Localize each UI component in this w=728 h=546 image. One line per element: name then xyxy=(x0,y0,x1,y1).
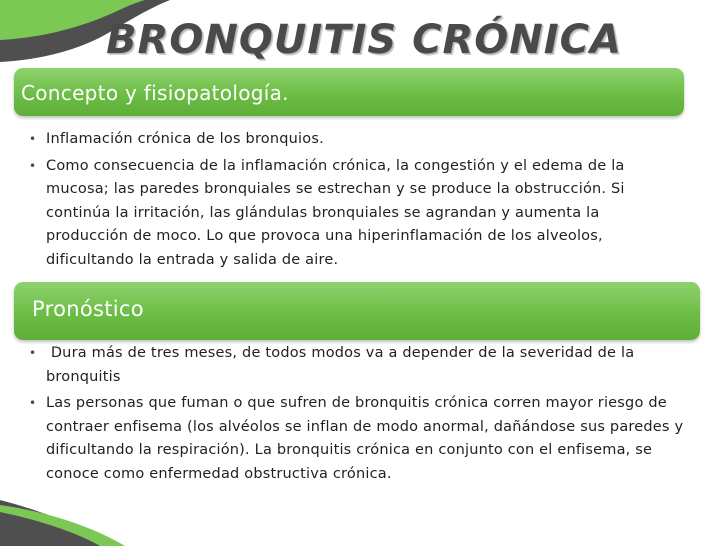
section-heading-pronostico: Pronóstico xyxy=(14,282,700,340)
bullet-icon: • xyxy=(29,396,37,410)
bullet-icon: • xyxy=(29,158,37,173)
slide-title: BRONQUITIS CRÓNICA xyxy=(106,17,622,63)
bullet-icon: • xyxy=(29,346,37,360)
list-item-text: Como consecuencia de la inflamación crónica, la congestión y el edema de la mucosa; las paredes bronquiales se estrechan y se produce la obstrucción. Si continúa la irritación, las glándulas bronquiales se agrandan y aumenta la producción de moco. Lo que provoca una hiperinflamación de los alveolos, dificultando la entrada y salida de aire. xyxy=(46,157,625,268)
bullet-list-concepto xyxy=(24,128,674,275)
section-heading-concepto: Concepto y fisiopatología. xyxy=(14,68,684,116)
list-item-text: Dura más de tres meses, de todos modos va a depender de la severidad de la bronquitis xyxy=(46,345,640,385)
list-item xyxy=(24,392,696,486)
list-item xyxy=(24,128,674,152)
list-item-text: Las personas que fuman o que sufren de bronquitis crónica corren mayor riesgo de contraer enfisema (los alvéolos se inflan de modo anormal, dañándose sus paredes y dificultando la respiración). La bronquitis crónica en conjunto con el enfisema, se conoce como enfermedad obstructiva crónica. xyxy=(46,395,684,482)
list-item xyxy=(24,342,696,389)
list-item xyxy=(24,155,674,273)
bullet-list-pronostico xyxy=(24,342,696,489)
bullet-icon: • xyxy=(29,132,37,146)
list-item-text: Inflamación crónica de los bronquios. xyxy=(46,131,324,147)
